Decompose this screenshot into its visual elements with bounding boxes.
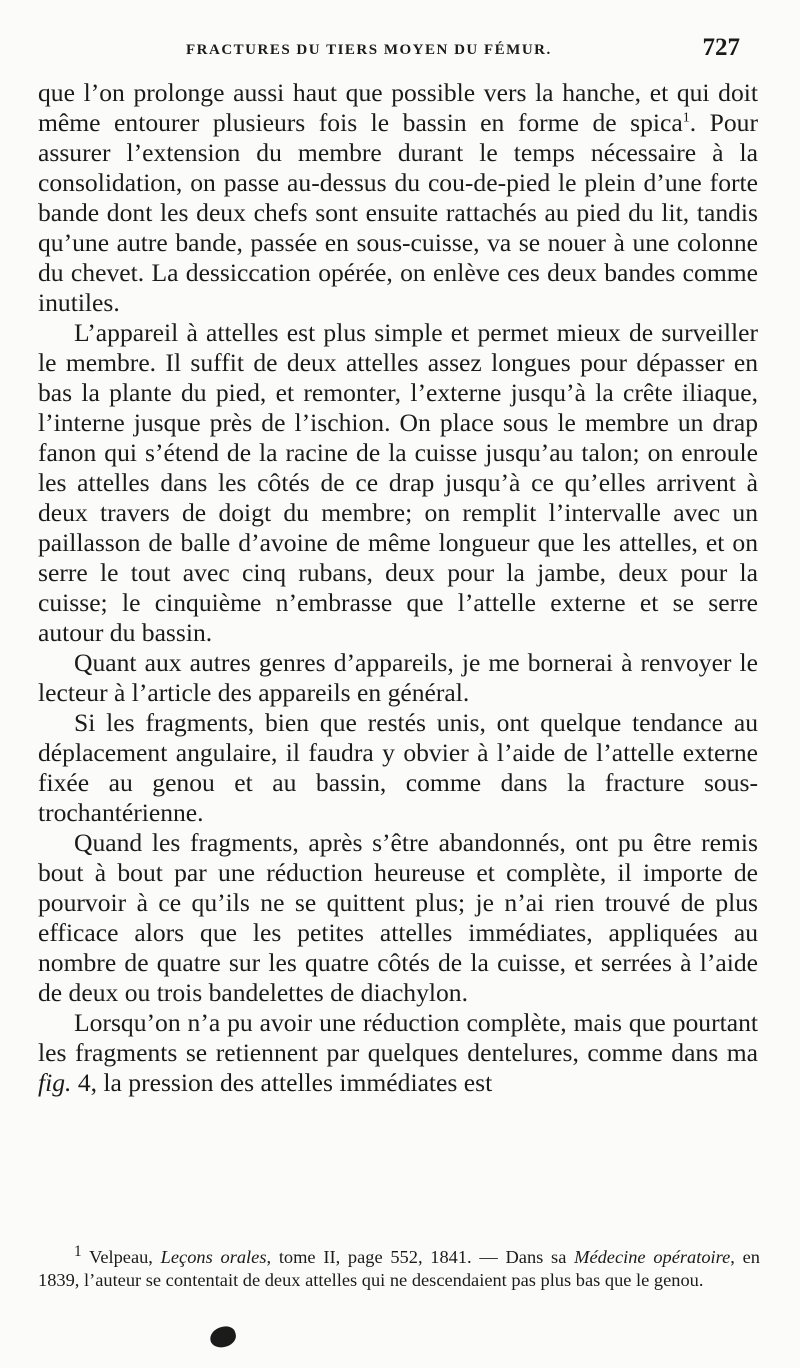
paragraph-1 [38,78,758,318]
body-text [38,78,758,1098]
page-header [38,30,740,70]
footnote-title: Leçons orales [160,1247,267,1268]
footnote-title: Médecine opératoire [574,1247,731,1268]
paragraph-2: L’appareil à attelles est plus simple et permet mieux de surveiller le membre. Il suffit de deux attelles assez longues pour dépasser en bas la plante du pied, et remonter, l’externe jusqu’à la crête iliaque, l’interne jusque près de l’ischion. On place sous le membre un drap fanon qui s’étend de la racine de la cuisse jusqu’au talon; on enroule les attelles dans les côtés de ce drap jusqu’à ce qu’elles arrivent à deux travers de doigt du membre; on remplit l’intervalle avec un paillasson de balle d’avoine de même longueur que les attelles, et on serre le tout avec cinq rubans, deux pour la jambe, deux pour la cuisse; le cinquième n’embrasse que l’attelle externe et se serre autour du bassin. [38,318,758,647]
footnote-1 [38,1240,760,1292]
figure-reference: fig. [38,1068,72,1097]
page-number: 727 [702,34,740,61]
paragraph-4: Si les fragments, bien que restés unis, ont quelque tendance au déplacement angulaire, il faudra y obvier à l’aide de l’attelle externe fixée au genou et au bassin, comme dans la fracture sous-trochantérienne. [38,708,758,827]
footnote-text: , en 1839, l’auteur se contentait de deux attelles qui ne descendaient pas plus bas que le genou. [38,1247,760,1291]
paragraph-text: Lorsqu’on n’a pu avoir une réduction complète, mais que pourtant les fragments se retiennent par quelques dentelures, comme dans ma [38,1008,758,1067]
paragraph-6 [38,1008,758,1098]
ink-spot [208,1324,238,1350]
footnote-reference: 1 [682,110,690,126]
footnotes [38,1240,760,1292]
paragraph-text: 4, la pression des attelles immédiates est [71,1068,493,1097]
footnote-number: 1 [74,1243,82,1260]
running-head: FRACTURES DU TIERS MOYEN DU FÉMUR. [186,42,552,58]
footnote-text: , tome II, page 552, 1841. — Dans sa [266,1247,567,1268]
footnote-text: Velpeau, [81,1247,153,1268]
paragraph-3: Quant aux autres genres d’appareils, je me bornerai à renvoyer le lecteur à l’article des appareils en général. [38,648,758,707]
paragraph-text: . Pour assurer l’extension du membre durant le temps nécessaire à la consolidation, on passe au-dessus du cou-de-pied le plein d’une forte bande dont les deux chefs sont ensuite rattachés au pied du lit, tandis qu’une autre bande, passée en sous-cuisse, va se nouer à une colonne du chevet. La dessiccation opérée, on enlève ces deux bandes comme inutiles. [38,108,758,317]
paragraph-text: que l’on prolonge aussi haut que possible vers la hanche, et qui doit même entourer plusieurs fois le bassin en forme de spica [38,78,758,137]
paragraph-5: Quand les fragments, après s’être abandonnés, ont pu être remis bout à bout par une réduction heureuse et complète, il importe de pourvoir à ce qu’ils ne se quittent plus; je n’ai rien trouvé de plus efficace alors que les petites attelles immédiates, appliquées au nombre de quatre sur les quatre côtés de la cuisse, et serrées à l’aide de deux ou trois bandelettes de diachylon. [38,828,758,1007]
